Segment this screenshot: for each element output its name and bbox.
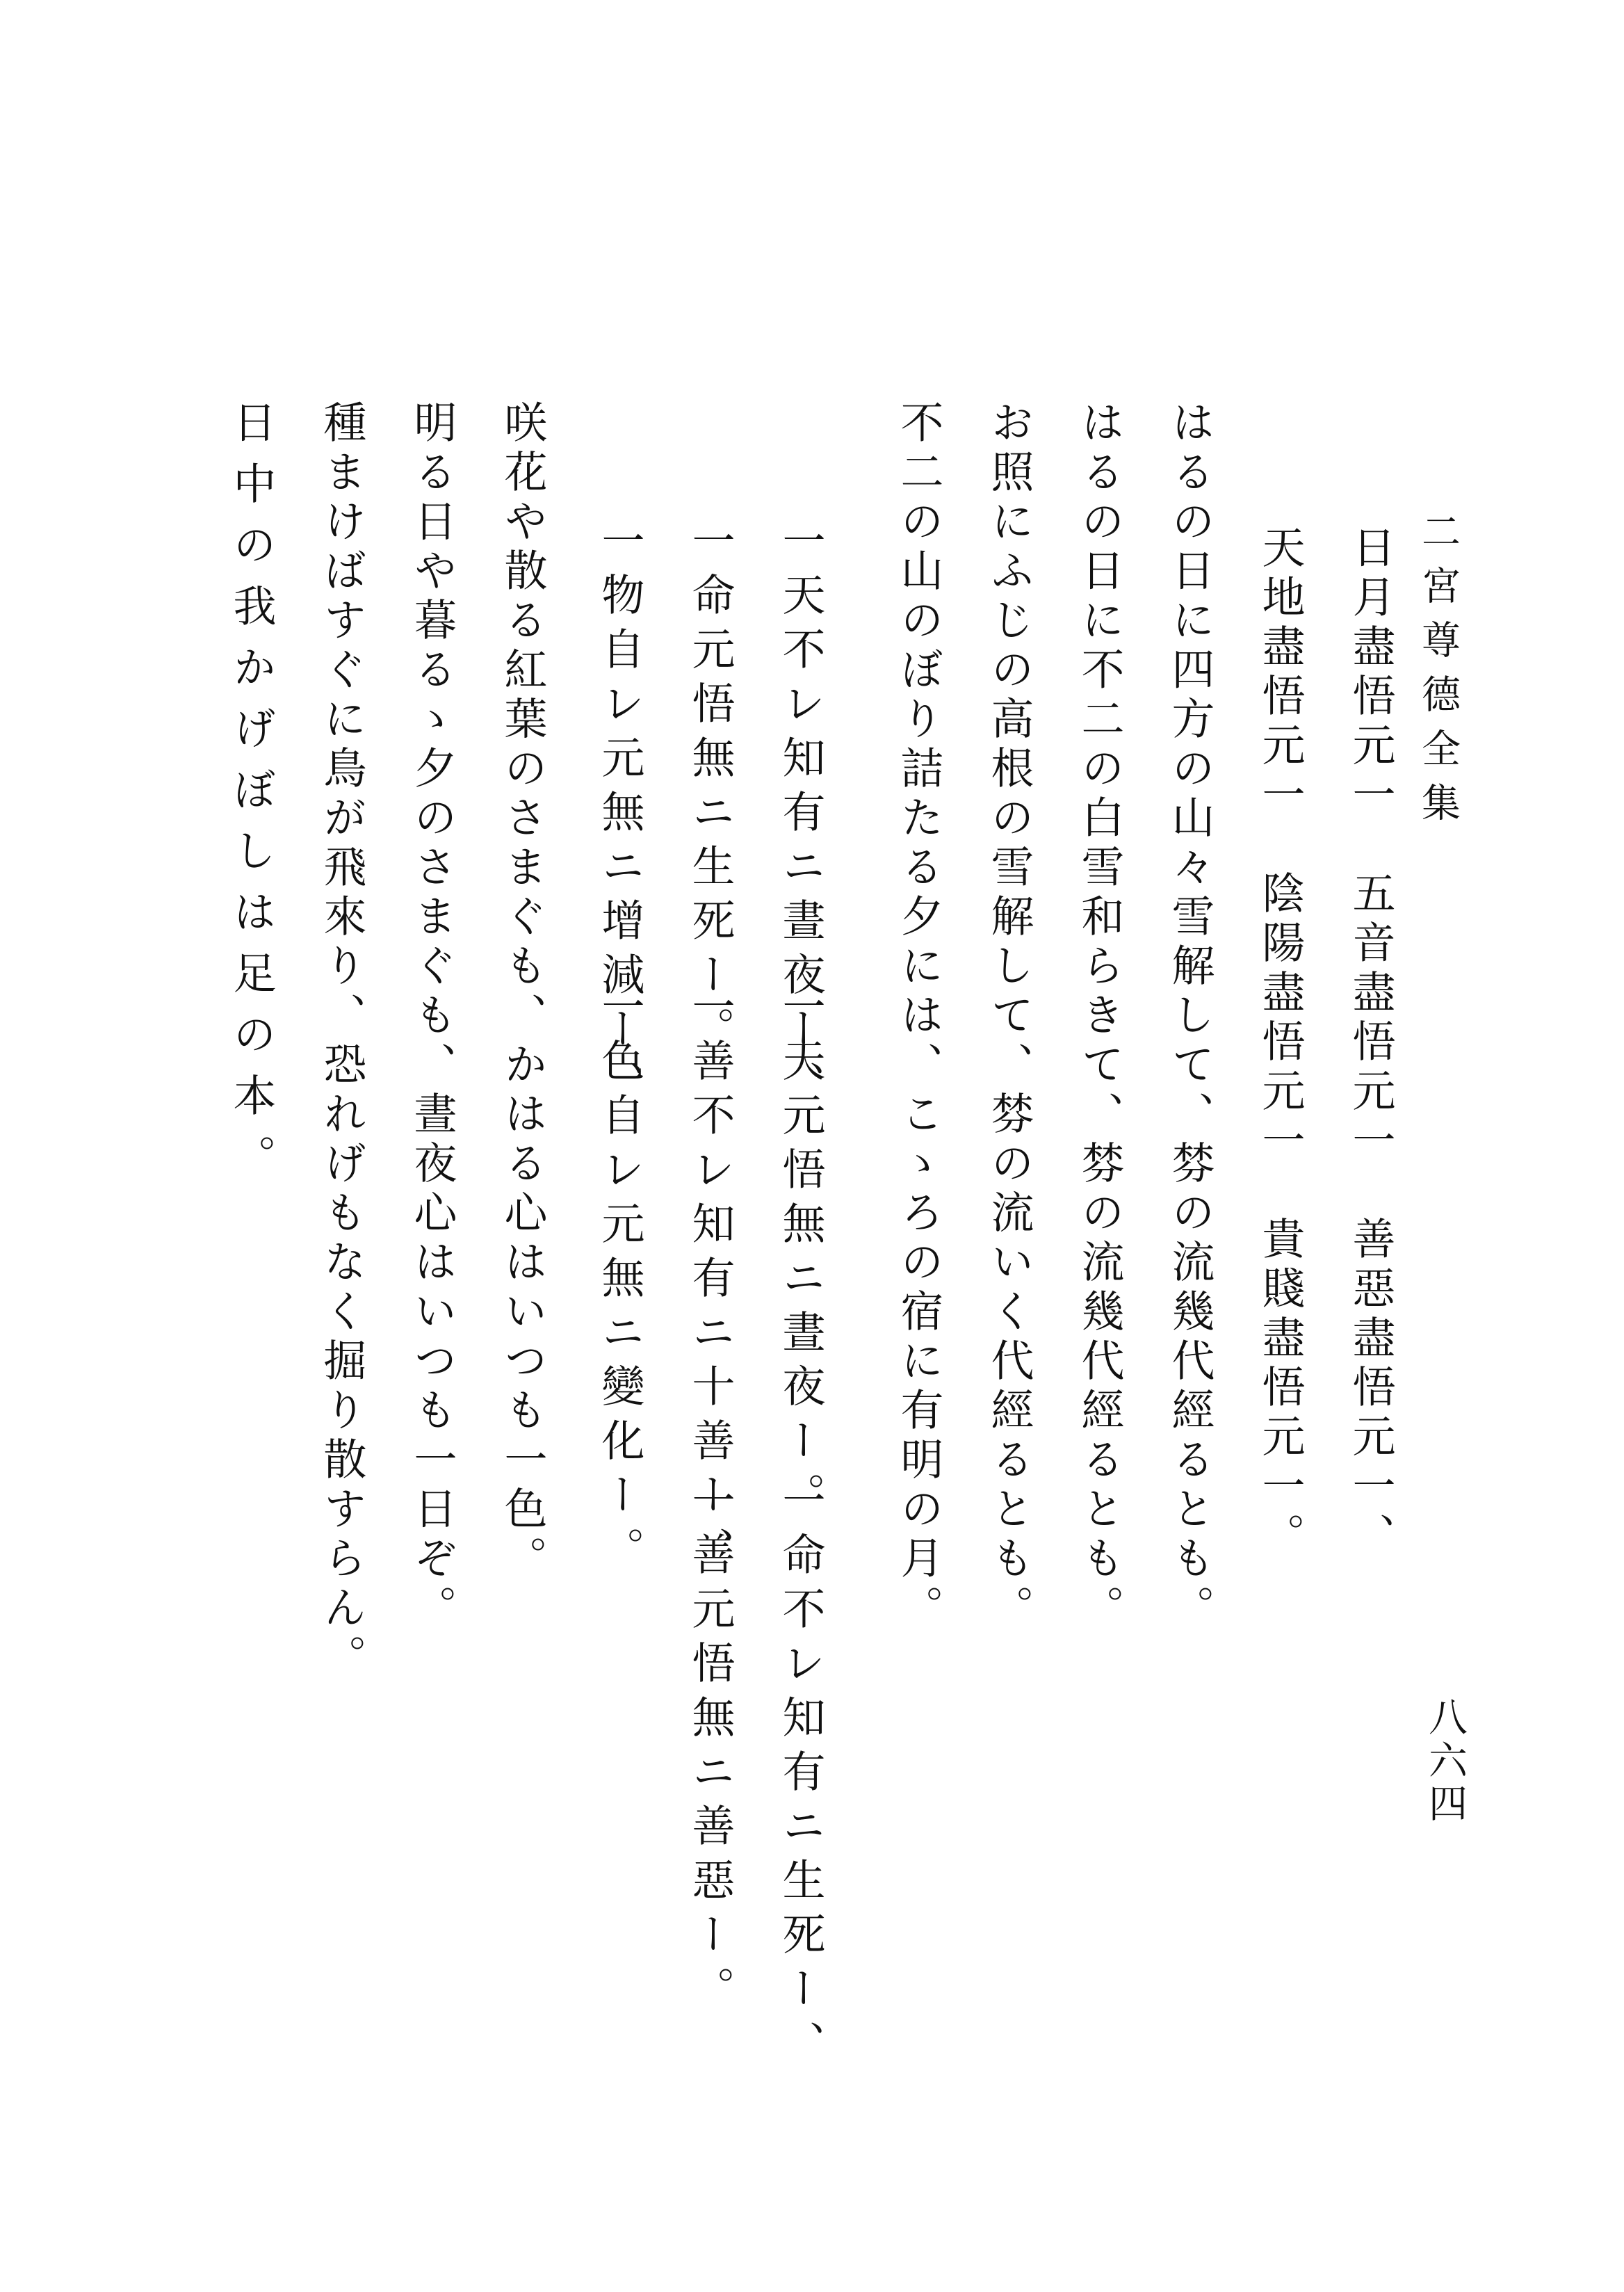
text-column: 日月盡悟元一 五音盡悟元一 善惡盡悟元一、: [1345, 525, 1396, 1562]
verse-segment: 一天元悟無ニ晝夜ー。: [775, 984, 826, 1526]
verse-segment: 一天不レ知有ニ晝夜ー、: [775, 518, 826, 1115]
text-column: 明る日や暮るゝ夕のさまぐも、晝夜心はいつも一日ぞ。: [407, 400, 457, 1634]
verse-segment: 一善元悟無ニ善惡ー。: [685, 1478, 736, 2020]
text-column: 不二の山のぼり詰たる夕には、こゝろの宿に有明の月。: [893, 400, 944, 1634]
text-column: はるの日に不二の白雪和らきて、棼の流幾代經るとも。: [1074, 400, 1125, 1634]
text-column: 種まけばすぐに鳥が飛來り、恐れげもなく掘り散すらん。: [316, 400, 367, 1684]
verse-segment: 一善不レ知有ニ十善ー、: [685, 984, 736, 1581]
text-column: 日中の我かげぼしは足の本。: [226, 400, 277, 1195]
running-title: 二宮尊德全集: [1415, 511, 1461, 837]
verse-segment: 一色自レ元無ニ變化ー。: [594, 984, 645, 1581]
verse-segment: 一物自レ元無ニ增減ー、: [594, 518, 645, 1115]
text-column: はるの日に四方の山々雪解して、棼の流幾代經るとも。: [1164, 400, 1215, 1634]
page-number: 八六四: [1422, 1697, 1468, 1826]
verse-segment: 一命元悟無ニ生死ー。: [685, 518, 736, 1060]
text-column: 天地盡悟元一 陰陽盡悟元一 貴賤盡悟元一。: [1255, 525, 1306, 1562]
verse-segment: 一命不レ知有ニ生死ー、: [775, 1478, 826, 2074]
text-column: 咲花や散る紅葉のさまぐも、かはる心はいつも一色。: [497, 400, 548, 1585]
text-column: お照にふじの高根の雪解して、棼の流いく代經るとも。: [984, 400, 1034, 1634]
